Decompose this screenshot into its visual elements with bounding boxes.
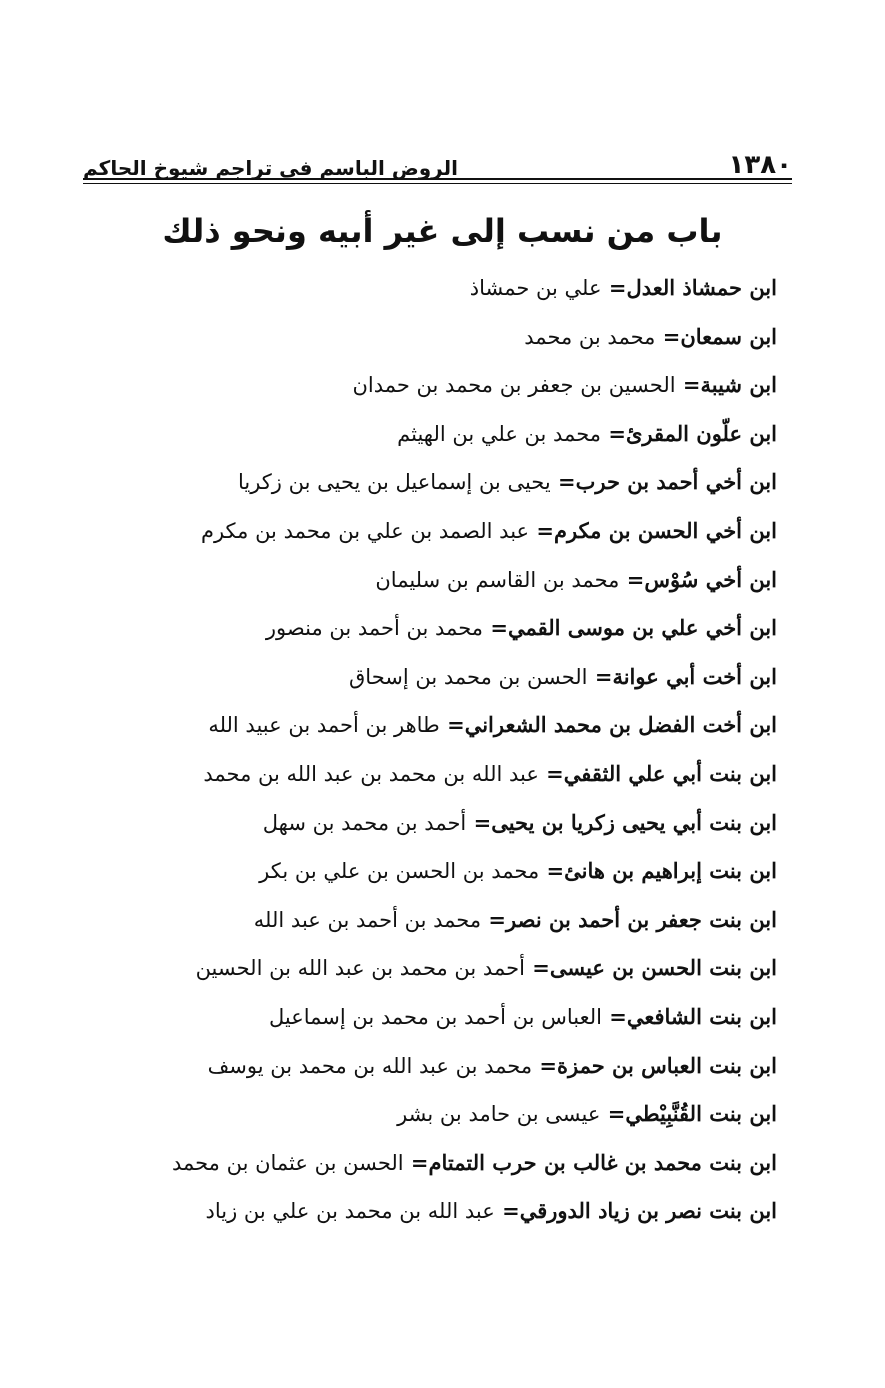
- entry-row: [77, 653, 777, 702]
- entry-separator: =: [587, 663, 613, 689]
- entry-separator: =: [466, 809, 492, 835]
- entry-separator: =: [619, 566, 645, 592]
- entry-identity: علي بن حمشاذ: [469, 276, 602, 300]
- entry-row: [77, 264, 777, 313]
- entry-separator: =: [601, 420, 626, 446]
- entry-row: [77, 1090, 777, 1139]
- entry-identity: الحسين بن جعفر بن محمد بن حمدان: [352, 373, 676, 398]
- entry-separator: =: [494, 1198, 520, 1224]
- entry-identity: عبد الصمد بن علي بن محمد بن مكرم: [200, 518, 530, 543]
- entry-identity: الحسن بن محمد بن إسحاق: [349, 664, 588, 689]
- entry-list: [77, 264, 777, 1236]
- entry-separator: =: [483, 615, 508, 641]
- entry-row: [77, 750, 777, 799]
- entry-identity: محمد بن عبد الله بن محمد بن يوسف: [207, 1053, 533, 1078]
- entry-row: [77, 799, 777, 848]
- entry-name: ابن أخي سُوْس: [644, 566, 777, 592]
- entry-name: ابن أخت أبي عوانة: [612, 663, 777, 689]
- page-number: ١٣٨٠: [728, 150, 792, 180]
- entry-row: [77, 1139, 777, 1188]
- header-rule: [83, 178, 792, 184]
- running-header: [83, 140, 792, 180]
- entry-identity: محمد بن أحمد بن منصور: [265, 616, 484, 641]
- entry-name: ابن أخت الفضل بن محمد الشعراني: [464, 712, 777, 738]
- entry-name: ابن أخي أحمد بن حرب: [575, 469, 777, 495]
- section-title: باب من نسب إلى غير أبيه ونحو ذلك: [162, 212, 723, 250]
- entry-name: ابن بنت نصر بن زياد الدورقي: [519, 1198, 777, 1224]
- entry-row: [77, 410, 777, 459]
- book-title: الروض الباسم في تراجم شيوخ الحاكم: [83, 156, 458, 180]
- entry-row: [77, 458, 777, 507]
- entry-separator: =: [601, 275, 627, 300]
- entry-identity: عبد الله بن محمد بن عبد الله بن محمد: [203, 761, 539, 786]
- entry-separator: =: [600, 1101, 626, 1127]
- entry-identity: محمد بن علي بن الهيثم: [397, 421, 602, 446]
- entry-separator: =: [539, 858, 565, 884]
- entry-name: ابن حمشاذ العدل: [626, 275, 777, 300]
- entry-row: [77, 944, 777, 993]
- entry-name: ابن بنت الشافعي: [626, 1003, 777, 1029]
- entry-separator: =: [529, 517, 554, 543]
- entry-identity: محمد بن الحسن بن علي بن بكر: [259, 859, 540, 884]
- entry-identity: محمد بن محمد: [524, 324, 656, 349]
- entry-name: ابن أخي الحسن بن مكرم: [553, 517, 777, 543]
- entry-row: [77, 604, 777, 653]
- entry-name: ابن شيبة: [700, 372, 777, 398]
- entry-name: ابن بنت القُنَّبِيْطي: [625, 1101, 777, 1127]
- entry-row: [77, 701, 777, 750]
- entry-identity: الحسن بن عثمان بن محمد: [171, 1150, 404, 1175]
- entry-row: [77, 993, 777, 1042]
- entry-row: [77, 556, 777, 605]
- entry-identity: محمد بن أحمد بن عبد الله: [253, 907, 482, 932]
- entry-row: [77, 361, 777, 410]
- entry-name: ابن علّون المقرئ: [625, 420, 777, 446]
- entry-separator: =: [550, 469, 576, 495]
- entry-identity: طاهر بن أحمد بن عبيد الله: [208, 713, 440, 738]
- entry-identity: أحمد بن محمد بن عبد الله بن الحسين: [195, 956, 525, 981]
- entry-name: ابن بنت جعفر بن أحمد بن نصر: [506, 906, 777, 932]
- entry-row: [77, 1187, 777, 1236]
- entry-name: ابن بنت إبراهيم بن هانئ: [564, 858, 777, 884]
- entry-identity: يحيى بن إسماعيل بن يحيى بن زكريا: [237, 470, 551, 495]
- entry-identity: محمد بن القاسم بن سليمان: [375, 567, 620, 592]
- entry-separator: =: [655, 323, 681, 349]
- entry-identity: أحمد بن محمد بن سهل: [262, 810, 467, 835]
- entry-separator: =: [481, 906, 507, 932]
- entry-name: ابن أخي علي بن موسى القمي: [507, 615, 777, 641]
- entry-row: [77, 507, 777, 556]
- entry-row: [77, 313, 777, 362]
- entry-identity: عيسى بن حامد بن بشر: [397, 1102, 601, 1127]
- entry-name: ابن بنت محمد بن غالب بن حرب التمتام: [428, 1149, 777, 1175]
- entry-separator: =: [675, 372, 701, 398]
- entry-name: ابن بنت العباس بن حمزة: [557, 1052, 777, 1078]
- entry-row: [77, 847, 777, 896]
- entry-separator: =: [439, 712, 465, 738]
- entry-row: [77, 1042, 777, 1091]
- entry-row: [77, 896, 777, 945]
- entry-separator: =: [532, 1052, 557, 1078]
- entry-separator: =: [601, 1003, 627, 1029]
- entry-separator: =: [403, 1149, 429, 1175]
- entry-name: ابن سمعان: [680, 323, 777, 349]
- entry-name: ابن بنت الحسن بن عيسى: [549, 955, 777, 981]
- entry-identity: عبد الله بن محمد بن علي بن زياد: [205, 1199, 495, 1224]
- entry-identity: العباس بن أحمد بن محمد بن إسماعيل: [268, 1004, 602, 1029]
- entry-name: ابن بنت أبي علي الثقفي: [563, 760, 777, 786]
- entry-separator: =: [524, 955, 550, 981]
- entry-separator: =: [538, 760, 564, 786]
- entry-name: ابن بنت أبي يحيى زكريا بن يحيى: [491, 809, 777, 835]
